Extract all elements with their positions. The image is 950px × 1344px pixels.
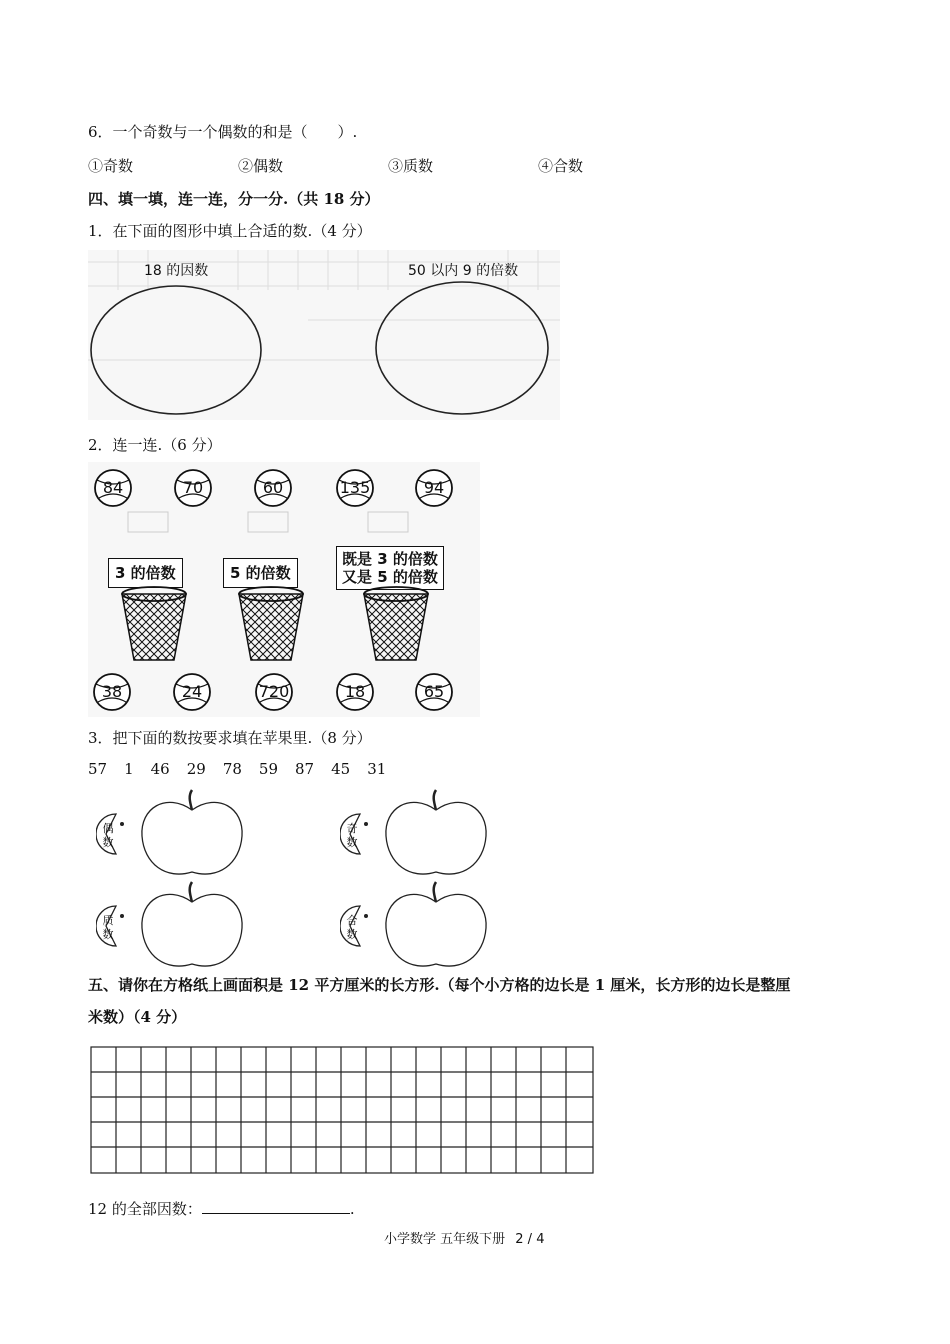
number-item: 57: [88, 760, 108, 778]
ball-bottom-1-value: 38: [101, 682, 123, 701]
basket-2-label: 5 的倍数: [223, 558, 298, 588]
ball-top-4[interactable]: [335, 468, 375, 508]
factors-prompt: 12 的全部因数：: [88, 1200, 202, 1218]
apple-composite-char2: 数: [346, 928, 358, 941]
number-item: 78: [222, 760, 242, 778]
apple-prime[interactable]: [96, 880, 336, 970]
factor-oval[interactable]: [91, 286, 261, 414]
ball-bottom-2-value: 24: [181, 682, 203, 701]
apple-composite-char1: 合: [346, 914, 358, 927]
question-6-text: 6．一个奇数与一个偶数的和是（ ）.: [88, 123, 358, 141]
apple-odd-char1: 奇: [346, 822, 358, 835]
option-3: ③质数: [388, 157, 434, 175]
number-item: 29: [186, 760, 206, 778]
factors-end: .: [349, 1200, 355, 1218]
apple-even-graphic: [96, 788, 336, 878]
ball-top-2[interactable]: [173, 468, 213, 508]
number-item: 45: [331, 760, 351, 778]
footer-page-number: 2 / 4: [515, 1232, 545, 1247]
apple-composite[interactable]: [340, 880, 580, 970]
question-4-3-text: 3．把下面的数按要求填在苹果里.（8 分）: [88, 729, 372, 747]
ball-top-5[interactable]: [414, 468, 454, 508]
ball-bottom-5-value: 65: [423, 682, 445, 701]
ball-top-1-value: 84: [102, 478, 124, 497]
factors-answer-blank[interactable]: [202, 1199, 350, 1214]
basket-3-label-line1: 既是 3 的倍数: [342, 550, 438, 568]
ball-bottom-2[interactable]: [172, 672, 212, 712]
ball-top-4-value: 135: [339, 478, 371, 497]
ball-bottom-3-value: 720: [258, 682, 290, 701]
multiple-oval-label: 50 以内 9 的倍数: [408, 263, 519, 279]
apple-composite-graphic: [340, 880, 580, 970]
ball-top-1[interactable]: [93, 468, 133, 508]
basket-3-net: [360, 586, 450, 676]
basket-1-net: [118, 586, 208, 676]
basket-3-label-line2: 又是 5 的倍数: [342, 568, 438, 586]
ball-bottom-4-value: 18: [344, 682, 366, 701]
connect-figure: [88, 462, 480, 717]
option-2: ②偶数: [238, 157, 284, 175]
number-list: [88, 760, 403, 778]
apple-odd-graphic: [340, 788, 580, 878]
section-4-heading: 四、填一填，连一连，分一分.（共 18 分）: [88, 190, 380, 208]
apple-even-char2: 数: [102, 836, 114, 849]
ball-top-3[interactable]: [253, 468, 293, 508]
option-4: ④合数: [538, 157, 584, 175]
basket-3-label: [336, 546, 444, 590]
graph-paper-grid[interactable]: [90, 1046, 594, 1174]
footer-subject: 小学数学 五年级下册: [384, 1232, 506, 1247]
basket-multiples-of-3[interactable]: [108, 558, 198, 666]
multiple-oval[interactable]: [376, 282, 548, 414]
apple-even-char1: 偶: [102, 822, 114, 835]
ball-bottom-4[interactable]: [335, 672, 375, 712]
section-5-heading-line2: 米数）（4 分）: [88, 1008, 187, 1026]
apple-odd-char2: 数: [346, 836, 358, 849]
apple-prime-graphic: [96, 880, 336, 970]
ball-bottom-3[interactable]: [254, 672, 294, 712]
number-item: 59: [258, 760, 279, 778]
apple-odd[interactable]: [340, 788, 580, 878]
basket-1-label: 3 的倍数: [108, 558, 183, 588]
ball-top-3-value: 60: [262, 478, 284, 497]
ball-bottom-5[interactable]: [414, 672, 454, 712]
basket-multiples-of-3-and-5[interactable]: [336, 546, 446, 666]
option-1: ①奇数: [88, 157, 134, 175]
basket-multiples-of-5[interactable]: [223, 558, 313, 666]
apple-prime-char2: 数: [102, 928, 114, 941]
ball-bottom-1[interactable]: [92, 672, 132, 712]
question-4-1-text: 1．在下面的图形中填上合适的数.（4 分）: [88, 222, 372, 240]
apple-even[interactable]: [96, 788, 336, 878]
number-item: 1: [124, 760, 134, 778]
factor-oval-label: 18 的因数: [144, 263, 209, 279]
number-item: 87: [295, 760, 315, 778]
ball-top-5-value: 94: [423, 478, 445, 497]
page-footer: [384, 1228, 544, 1247]
number-item: 46: [150, 760, 170, 778]
apple-prime-char1: 质: [102, 914, 114, 927]
ovals-figure: [88, 250, 560, 420]
section-5-heading-line1: 五、请你在方格纸上画面积是 12 平方厘米的长方形.（每个小方格的边长是 1 厘米，长方形的边长是整厘: [88, 976, 791, 994]
number-item: 31: [367, 760, 387, 778]
ball-top-2-value: 70: [182, 478, 204, 497]
factors-of-12-line: [88, 1198, 355, 1219]
question-4-2-text: 2．连一连.（6 分）: [88, 436, 222, 454]
basket-2-net: [235, 586, 325, 676]
